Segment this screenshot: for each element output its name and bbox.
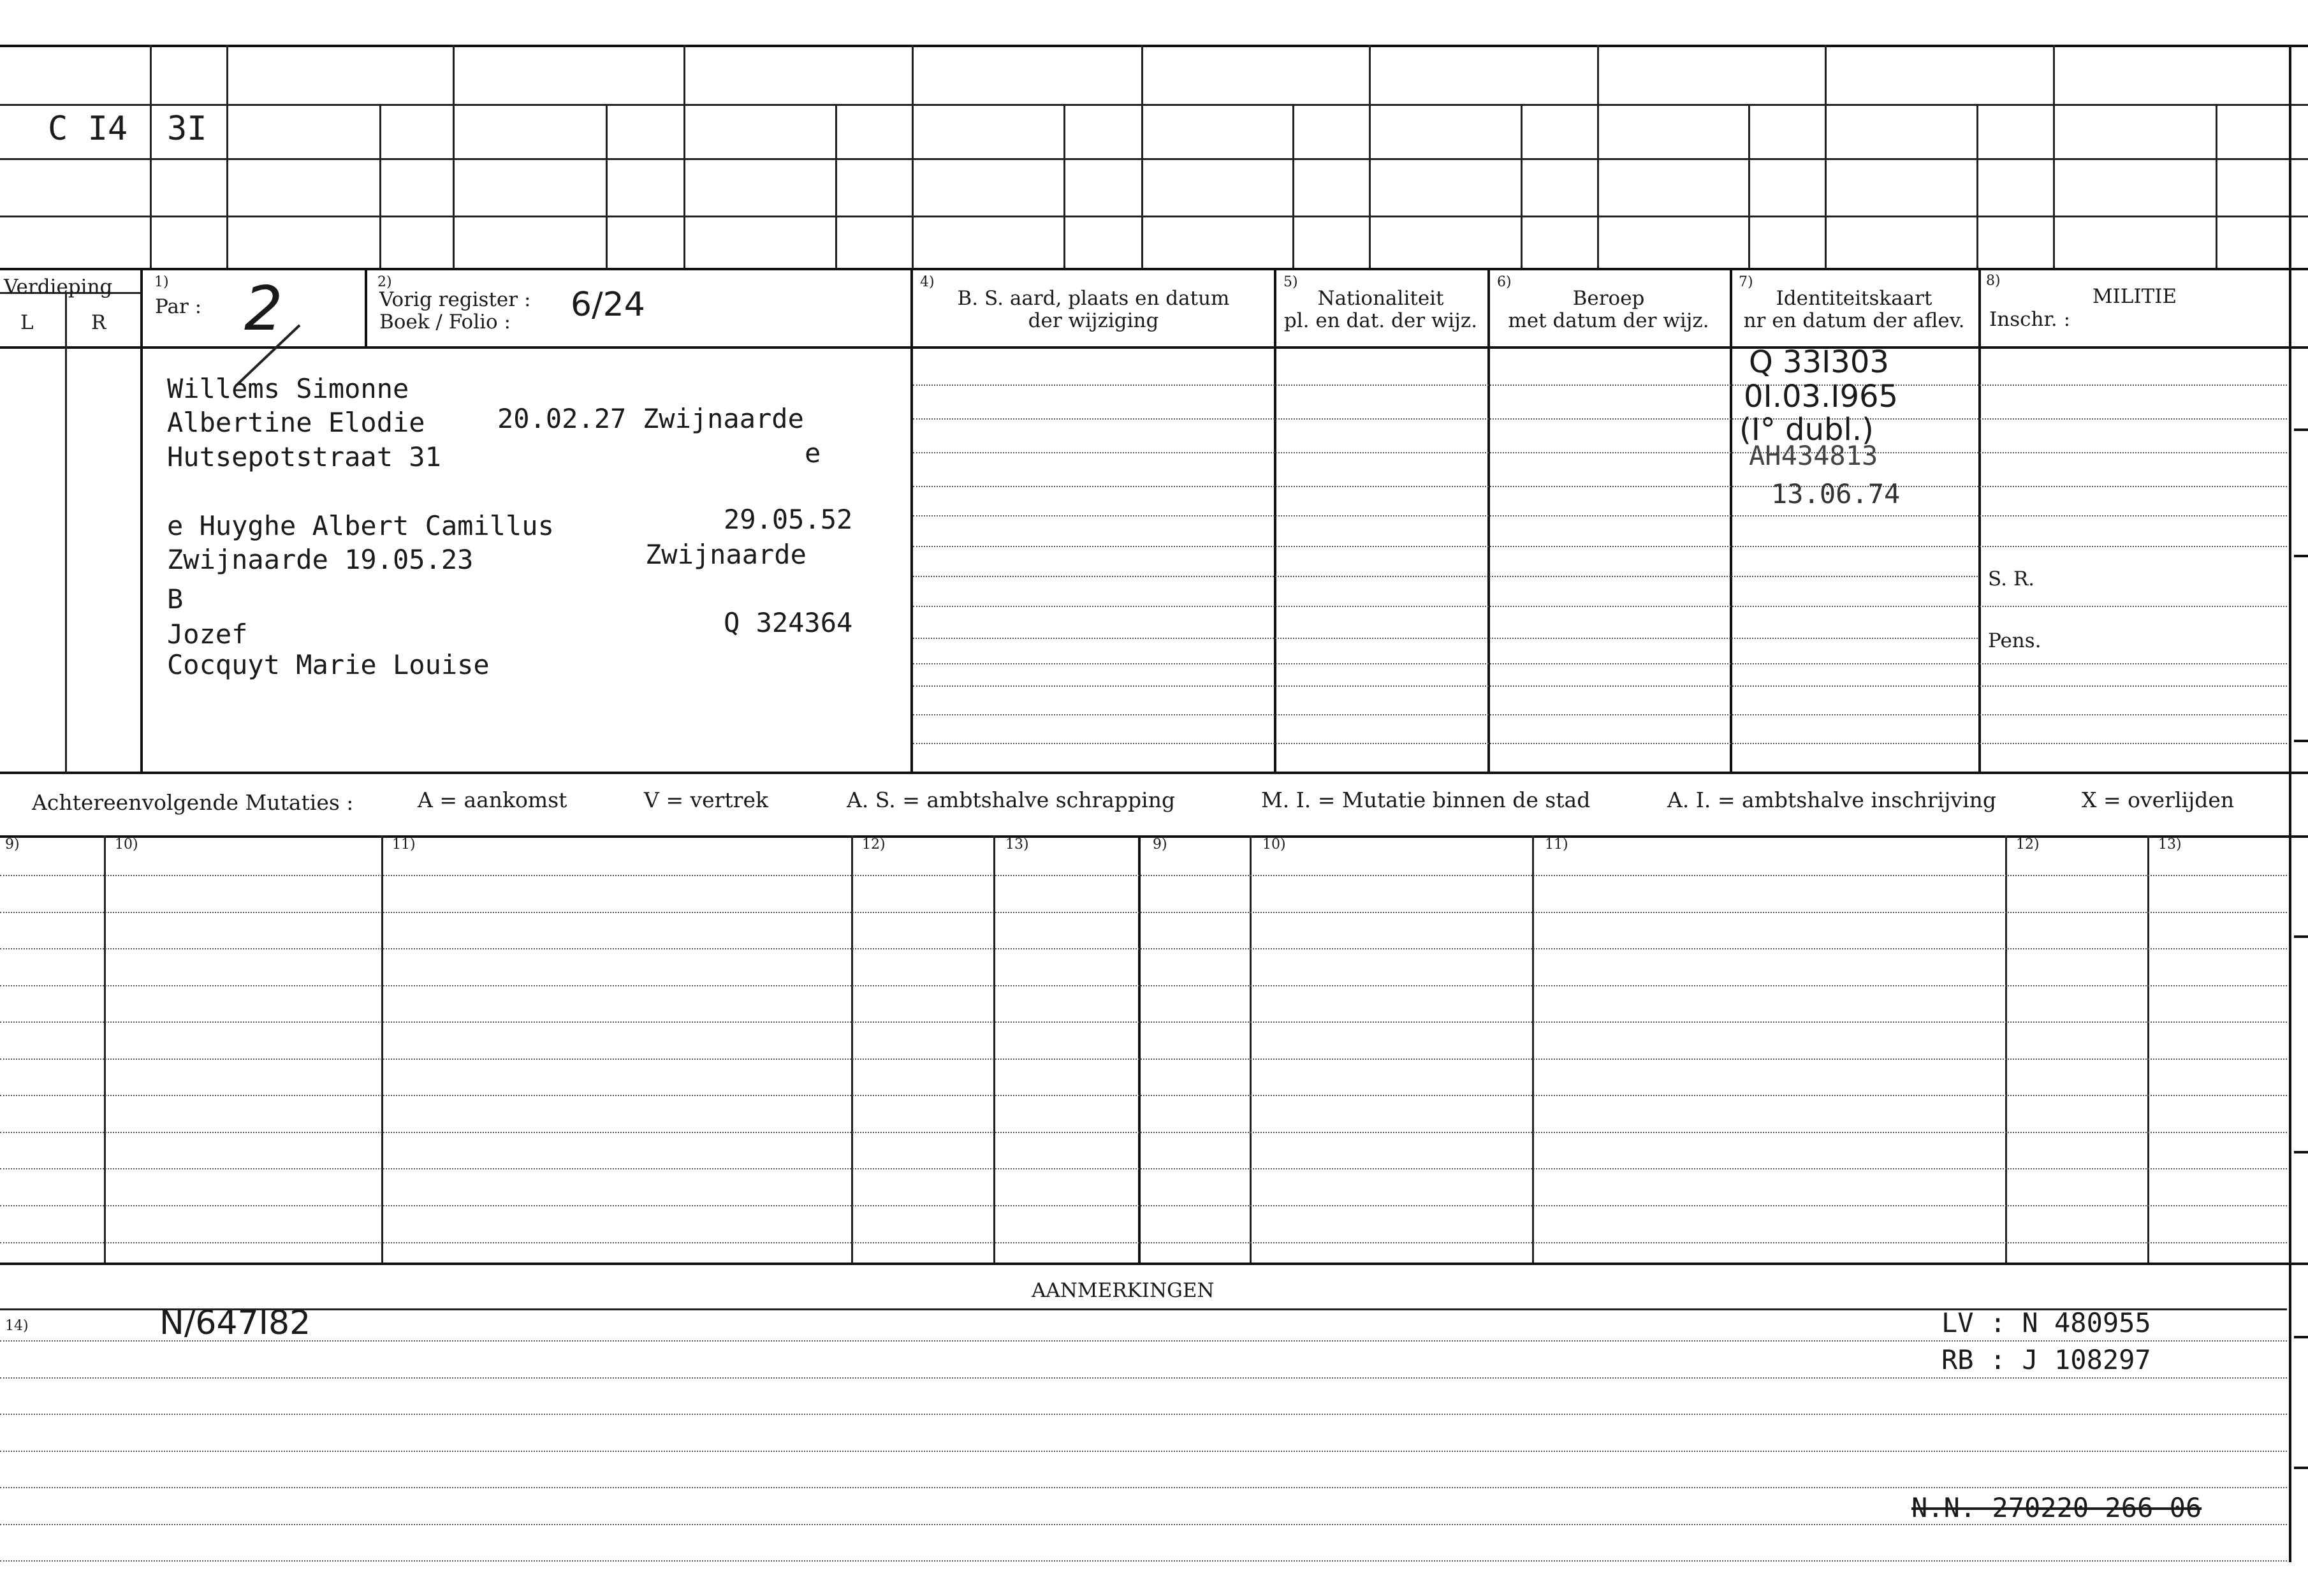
legend-a: A = aankomst: [418, 787, 567, 812]
bs-header-line1: B. S. aard, plaats en datum: [957, 287, 1230, 310]
mut-col-11-left: 11): [392, 837, 416, 853]
verdieping-right: R: [91, 311, 106, 334]
id-date: 0I.03.I965: [1744, 379, 1899, 414]
remarks-nn: N.N. 270220 266 06: [1911, 1492, 2202, 1523]
birth-date: 20.02.27: [497, 403, 627, 434]
legend-ai: A. I. = ambtshalve inschrijving: [1667, 787, 1997, 812]
mut-col-9-right: 9): [1153, 837, 1167, 853]
bs-num: 4): [920, 274, 935, 290]
par-handwritten-mark: 2: [244, 274, 283, 344]
nat-header-line2: pl. en dat. der wijz.: [1283, 309, 1478, 332]
mut-col-10-left: 10): [115, 837, 138, 853]
beroep-header-line2: met datum der wijz.: [1508, 309, 1709, 332]
vorig-num: 2): [377, 274, 392, 290]
militie-inschr: Inschr. :: [1989, 308, 2071, 331]
id-header-line2: nr en datum der aflev.: [1743, 309, 1965, 332]
person-given-names: Albertine Elodie: [167, 407, 425, 438]
remarks-rb: RB : J 108297: [1941, 1344, 2151, 1375]
mut-col-13-left: 13): [1005, 837, 1029, 853]
legend-mi: M. I. = Mutatie binnen de stad: [1261, 787, 1591, 812]
address: Hutsepotstraat 31: [167, 441, 441, 472]
nat-num: 5): [1283, 274, 1298, 290]
mother-name: Cocquyt Marie Louise: [167, 649, 490, 680]
vorig-label: Vorig register :: [379, 288, 531, 311]
beroep-header-line1: Beroep: [1572, 287, 1645, 310]
remarks-value: N/647I82: [159, 1304, 311, 1342]
legend-x: X = overlijden: [2082, 787, 2235, 812]
marriage-place: Zwijnaarde: [645, 539, 807, 570]
id-date-new: 13.06.74: [1771, 478, 1901, 509]
mut-col-12-left: 12): [862, 837, 886, 853]
b-marker: B: [167, 583, 184, 615]
militie-title: MILITIE: [2092, 285, 2177, 308]
id-number-new: AH434813: [1749, 440, 1878, 471]
legend-as: A. S. = ambtshalve schrapping: [847, 787, 1176, 812]
card-number: 3I: [167, 110, 207, 148]
beroep-num: 6): [1497, 274, 1512, 290]
mut-col-10-right: 10): [1262, 837, 1286, 853]
marker-e: e: [805, 437, 821, 469]
nat-header-line1: Nationaliteit: [1317, 287, 1444, 310]
mut-col-13-right: 13): [2158, 837, 2182, 853]
birth-place: Zwijnaarde: [643, 403, 804, 434]
mut-col-9-left: 9): [5, 837, 20, 853]
father-name: Jozef: [167, 619, 248, 650]
bs-header-line2: der wijziging: [1028, 309, 1159, 332]
spouse-birth: Zwijnaarde 19.05.23: [167, 544, 474, 575]
mut-col-11-right: 11): [1545, 837, 1568, 853]
vorig-register-value: 6/24: [571, 286, 645, 324]
mutaties-label: Achtereenvolgende Mutaties :: [32, 790, 354, 815]
id-duplicate: (I° dubl.): [1739, 412, 1874, 448]
remarks-num: 14): [5, 1318, 29, 1334]
card-no: Q 324364: [724, 607, 853, 638]
id-header-line1: Identiteitskaart: [1776, 287, 1932, 310]
militie-pens: Pens.: [1988, 629, 2041, 652]
spouse-name: e Huyghe Albert Camillus: [167, 510, 554, 541]
card-code: C I4: [48, 110, 128, 148]
person-name: Willems Simonne: [167, 373, 409, 404]
mut-col-12-right: 12): [2016, 837, 2040, 853]
boek-folio-label: Boek / Folio :: [379, 311, 511, 333]
par-pointer-line: [230, 322, 306, 392]
id-num: 7): [1739, 274, 1753, 290]
legend-v: V = vertrek: [644, 787, 768, 812]
par-num: 1): [154, 274, 169, 290]
marriage-date: 29.05.52: [724, 504, 853, 535]
remarks-title: AANMERKINGEN: [1032, 1279, 1215, 1302]
verdieping-label: Verdieping: [4, 275, 113, 298]
militie-num: 8): [1986, 273, 2001, 289]
verdieping-left: L: [20, 311, 34, 334]
par-label: Par :: [155, 295, 202, 318]
id-number: Q 33I303: [1749, 344, 1889, 380]
remarks-lv: LV : N 480955: [1941, 1307, 2151, 1338]
militie-sr: S. R.: [1988, 567, 2035, 590]
